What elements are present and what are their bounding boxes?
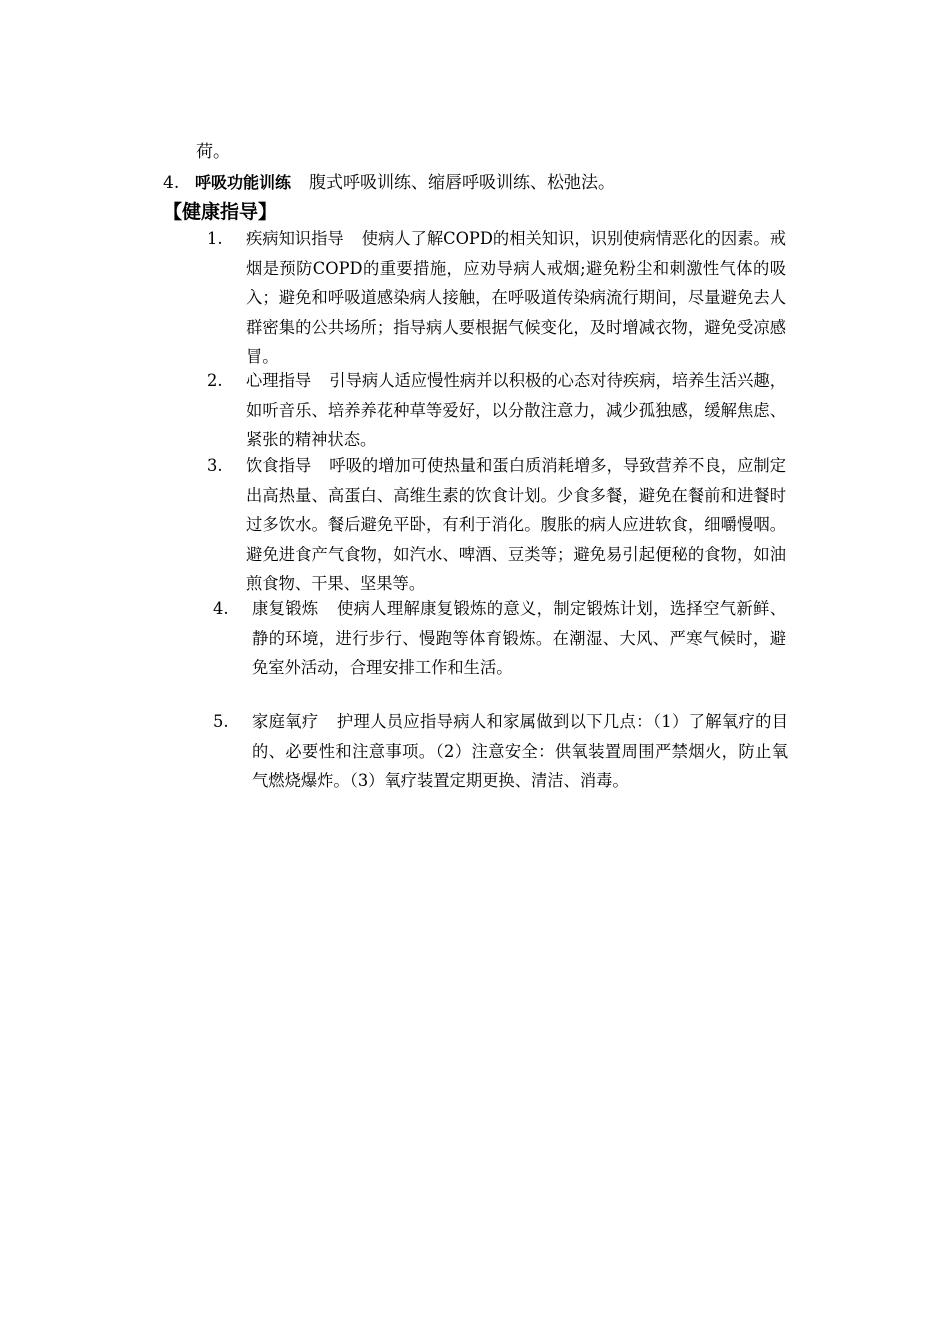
- previous-item-continuation: 荷。: [196, 142, 230, 162]
- guidance-title: 康复锻炼: [252, 599, 319, 618]
- breathing-training-item: [163, 170, 615, 196]
- guidance-title: 饮食指导: [246, 456, 312, 475]
- guidance-item-rehabilitation: [213, 594, 786, 683]
- item-term: 呼吸功能训练: [195, 173, 292, 192]
- guidance-number: 2.: [207, 371, 223, 390]
- guidance-title: 疾病知识指导: [246, 229, 344, 248]
- section-heading: 【健康指导】: [163, 201, 278, 223]
- guidance-text: 呼吸的增加可使热量和蛋白质消耗增多，导致营养不良，应制定出高热量、高蛋白、高维生素的饮食计划。少食多餐，避免在餐前和进餐时过多饮水。餐后避免平卧，有利于消化。腹胀的病人应进软食，细嚼慢咽。避免进食产气食物，如汽水、啤酒、豆类等；避免易引起便秘的食物，如油煎食物、干果、坚果等。: [246, 456, 786, 594]
- guidance-text: 引导病人适应慢性病并以积极的心态对待疾病，培养生活兴趣，如听音乐、培养养花种草等爱好，以分散注意力，减少孤独感，缓解焦虑、紧张的精神状态。: [246, 371, 786, 450]
- guidance-item-psychology: [207, 366, 786, 455]
- guidance-title: 心理指导: [246, 371, 312, 390]
- item-text: 腹式呼吸训练、缩唇呼吸训练、松弛法。: [309, 173, 616, 193]
- guidance-item-diet: [207, 451, 786, 599]
- item-number: 4.: [163, 173, 180, 193]
- guidance-text: 护理人员应指导病人和家属做到以下几点：（1）了解氧疗的目的、必要性和注意事项。（2）注意安全：供氧装置周围严禁烟火，防止氧气燃烧爆炸。（3）氧疗装置定期更换、清洁、消毒。: [252, 712, 788, 791]
- guidance-number: 5.: [213, 712, 229, 731]
- guidance-number: 1.: [207, 229, 223, 248]
- guidance-item-disease-knowledge: [207, 224, 786, 372]
- guidance-text: 使病人理解康复锻炼的意义，制定锻炼计划，选择空气新鲜、静的环境，进行步行、慢跑等体育锻炼。在潮湿、大风、严寒气候时，避免室外活动，合理安排工作和生活。: [252, 599, 786, 678]
- guidance-item-home-oxygen: [213, 707, 788, 796]
- guidance-number: 4.: [213, 599, 229, 618]
- guidance-title: 家庭氧疗: [252, 712, 319, 731]
- guidance-text: 使病人了解COPD的相关知识，识别使病情恶化的因素。戒烟是预防COPD的重要措施，应劝导病人戒烟;避免粉尘和刺激性气体的吸入；避免和呼吸道感染病人接触，在呼吸道传染病流行期间，尽量避免去人群密集的公共场所；指导病人要根据气候变化，及时增减衣物，避免受凉感冒。: [246, 229, 786, 367]
- guidance-number: 3.: [207, 456, 223, 475]
